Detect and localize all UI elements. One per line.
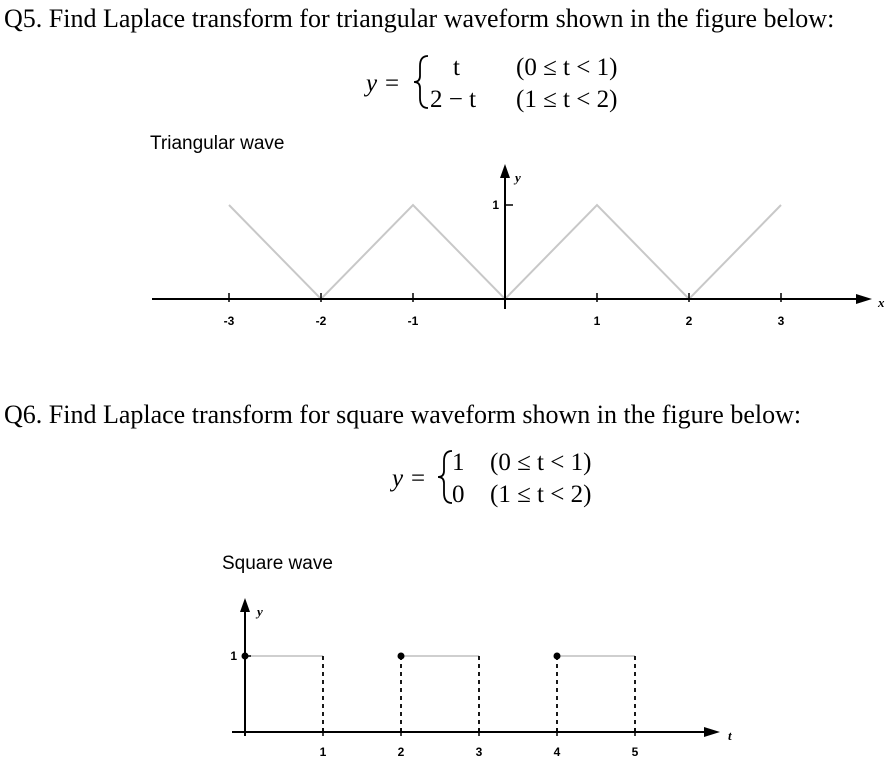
triangle-x-tick-label: 1 [594,314,601,328]
square-filled-dot [554,653,561,660]
triangle-x-axis-label: x [877,295,885,310]
triangular-wave-title: Triangular wave [150,133,284,155]
square-x-arrow-icon [704,727,720,737]
triangle-x-tick-label: -3 [224,314,235,328]
q6-case1-condition: (0 ≤ t < 1) [490,449,591,477]
triangle-y-tick-label: 1 [492,198,499,212]
q6-equation-lhs: y = [392,465,426,493]
q5-case2-expr: 2 − t [430,86,476,114]
square-x-tick-label: 2 [398,745,405,759]
q6-case1-expr: 1 [452,449,465,477]
square-x-tick-label: 4 [554,745,561,759]
square-x-tick-label: 1 [320,745,327,759]
q5-case2-condition: (1 ≤ t < 2) [516,86,617,114]
q5-equation-lhs: y = [366,70,400,98]
triangle-y-axis-label: y [513,170,521,185]
triangle-x-tick-label: 3 [778,314,785,328]
triangle-x-tick-label: -1 [408,314,419,328]
q5-case1-condition: (0 ≤ t < 1) [516,54,617,82]
triangle-x-tick-label: 2 [686,314,693,328]
square-wave-title: Square wave [222,553,333,575]
triangle-x-tick-label: -2 [316,314,327,328]
q6-title: Q6. Find Laplace transform for square waveform shown in the figure below: [4,400,801,430]
q5-case1-expr: t [453,54,460,82]
q6-case2-expr: 0 [452,481,465,509]
square-filled-dot [398,653,405,660]
triangle-y-arrow-icon [500,164,510,178]
square-x-tick-label: 3 [476,745,483,759]
square-x-axis-label: t [728,728,732,743]
triangular-wave-chart [0,160,890,360]
q5-title: Q5. Find Laplace transform for triangular waveform shown in the figure below: [4,4,834,34]
square-y-arrow-icon [240,598,250,612]
triangle-x-arrow-icon [856,294,872,304]
square-x-tick-label: 5 [632,745,639,759]
square-y-tick-label: 1 [230,649,237,663]
q5-brace-icon [412,52,432,112]
q6-case2-condition: (1 ≤ t < 2) [490,481,591,509]
square-wave-chart [0,590,890,770]
square-y-axis-label: y [255,604,263,619]
